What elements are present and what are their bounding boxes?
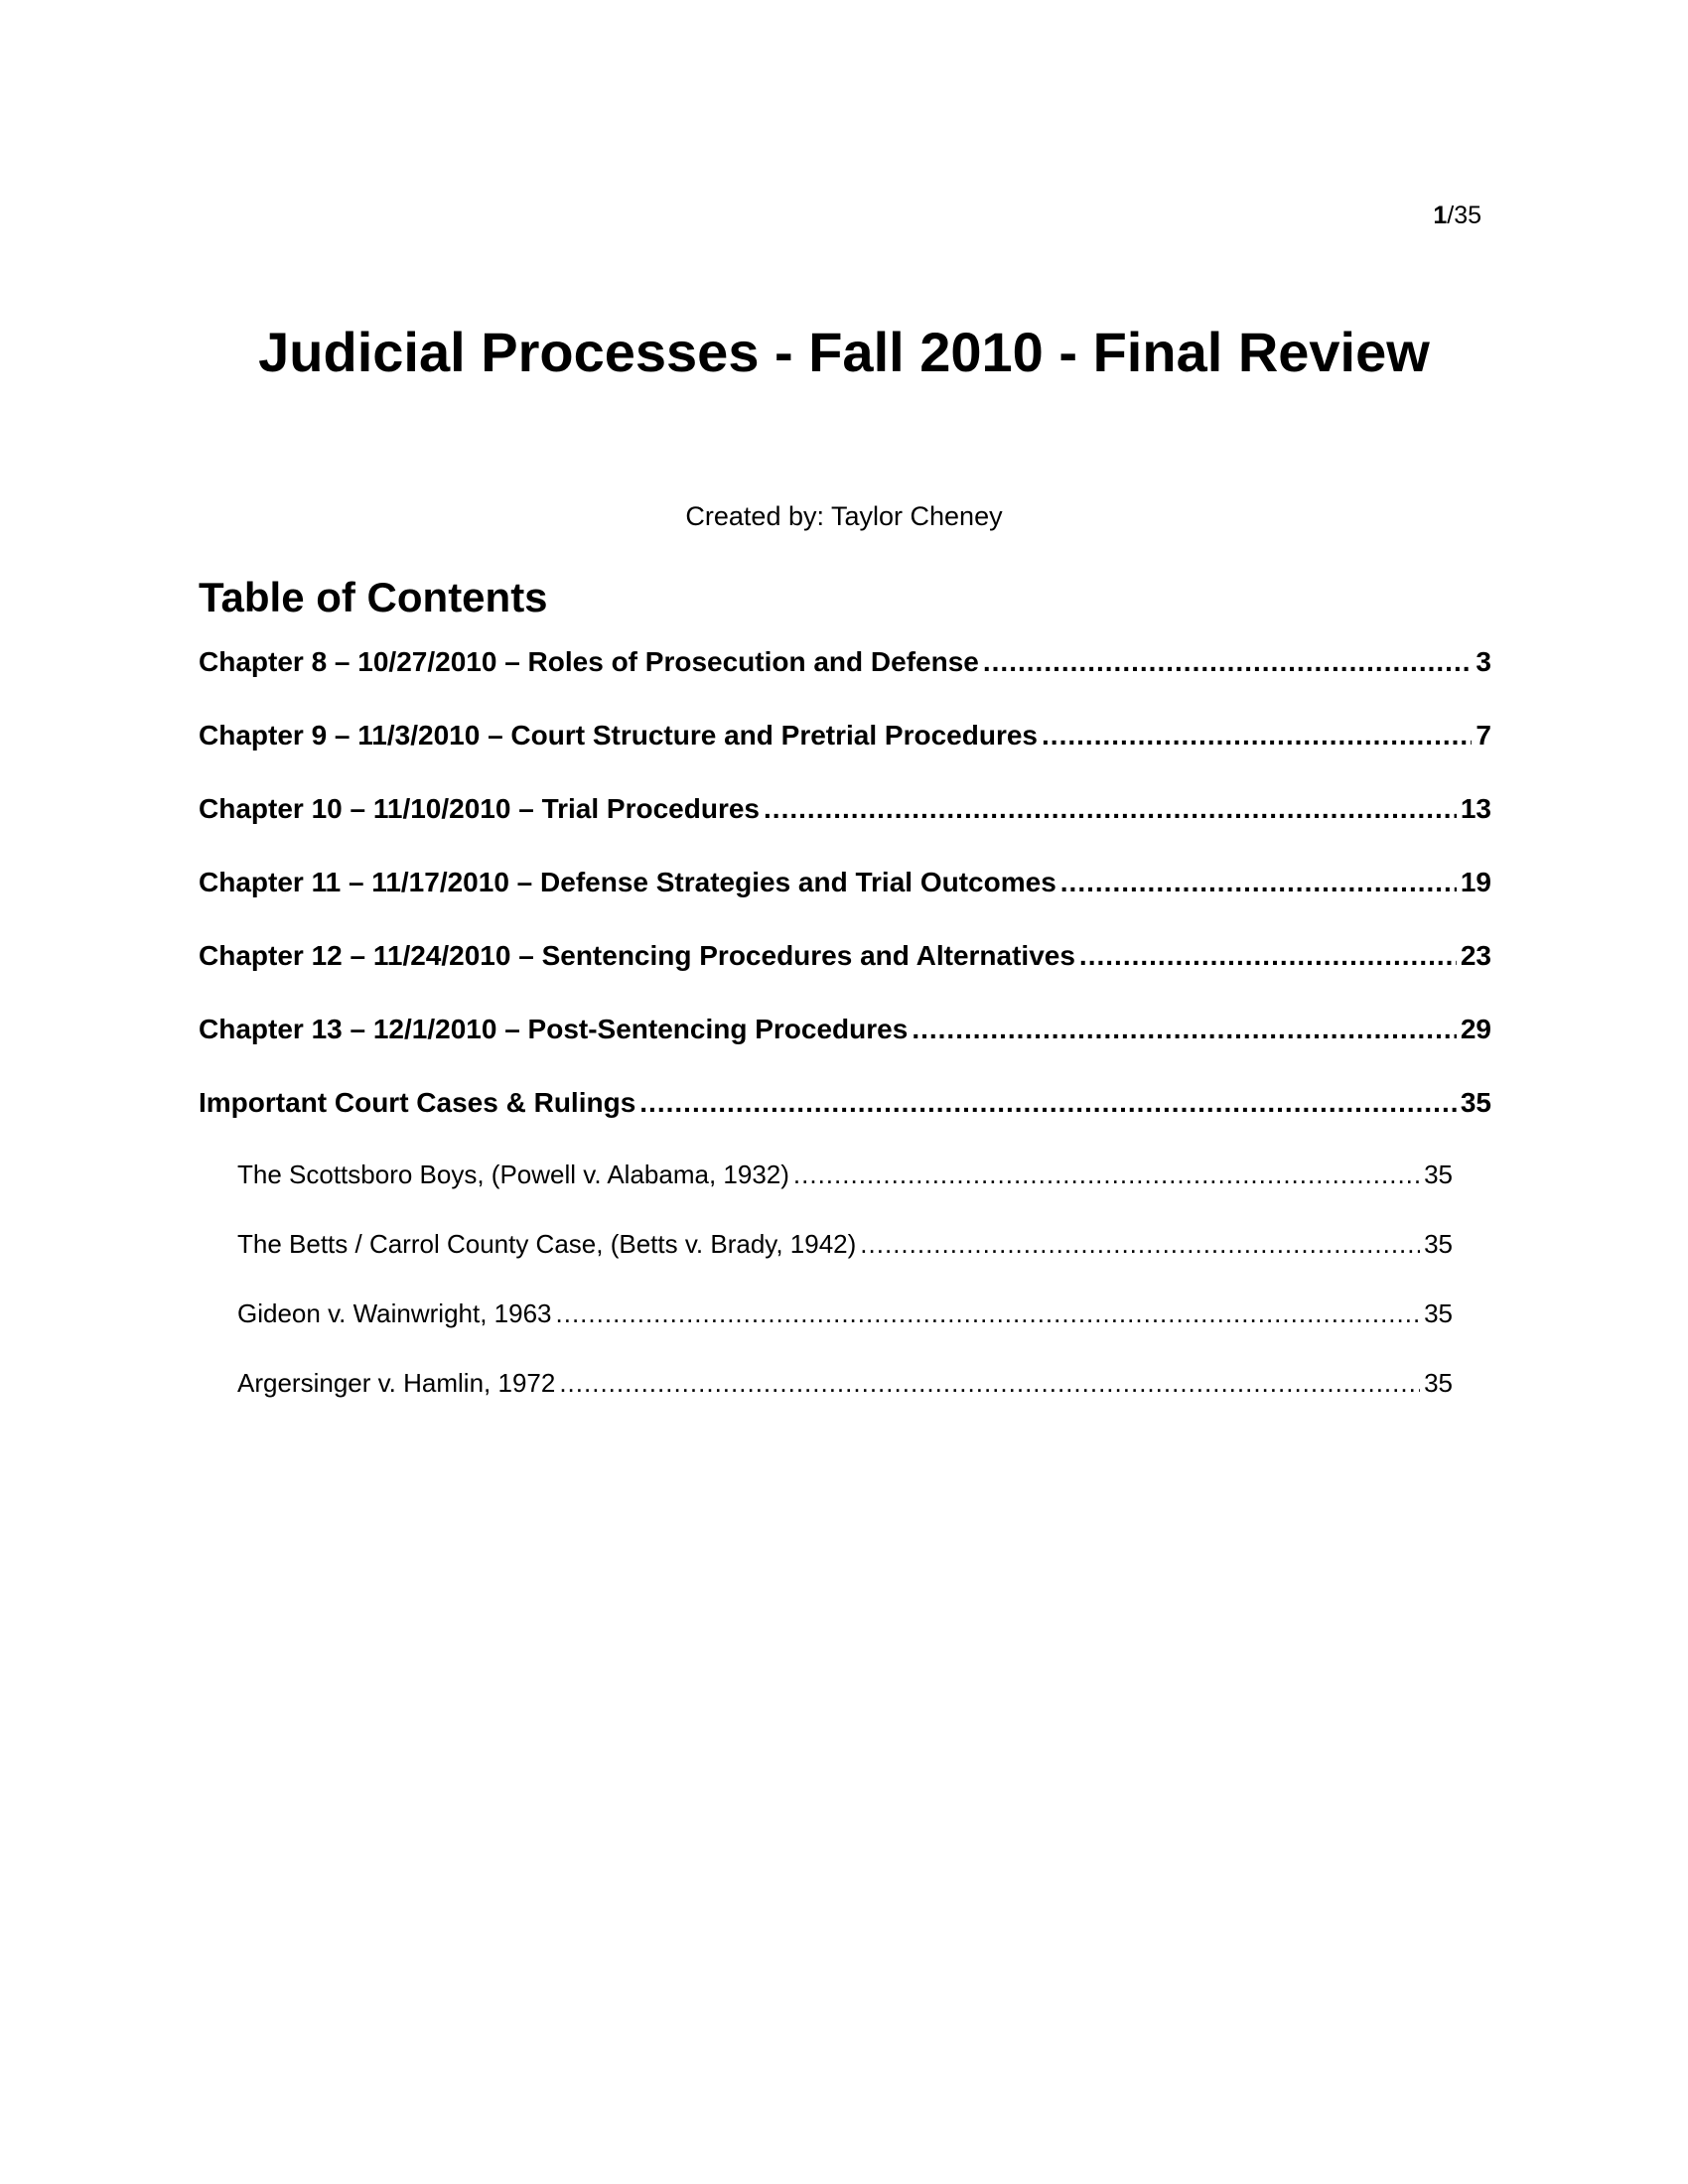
toc-heading: Table of Contents	[199, 574, 548, 620]
toc-subentry-argersinger-v-hamlin[interactable]	[237, 1368, 1453, 1399]
toc-entry-text: Chapter 11 – 11/17/2010 – Defense Strategies and Trial Outcomes	[199, 867, 1056, 897]
toc-entry-chapter-13[interactable]	[199, 1014, 1491, 1045]
toc-entry-text: Chapter 9 – 11/3/2010 – Court Structure and Pretrial Procedures	[199, 720, 1039, 751]
toc-entry-text: Chapter 8 – 10/27/2010 – Roles of Prosecution and Defense	[199, 646, 979, 677]
toc-entry-text: Gideon v. Wainwright, 1963	[237, 1298, 552, 1328]
toc-page-number: 35	[1460, 1087, 1491, 1118]
dot-leader	[1079, 940, 1457, 972]
toc-page-number: 19	[1460, 867, 1491, 897]
page-number-current: 1	[1433, 202, 1448, 229]
page-number-total: 35	[1454, 202, 1481, 229]
dot-leader	[793, 1160, 1420, 1190]
toc-entry-text: Important Court Cases & Rulings	[199, 1087, 636, 1118]
toc-page-number: 3	[1476, 646, 1491, 677]
dot-leader	[912, 1014, 1457, 1045]
toc-entry-text: Chapter 13 – 12/1/2010 – Post-Sentencing Procedures	[199, 1014, 909, 1044]
dot-leader	[639, 1087, 1457, 1119]
toc-page-number: 23	[1460, 940, 1491, 971]
toc-subentry-betts-v-brady[interactable]	[237, 1229, 1453, 1260]
toc-page-number: 35	[1424, 1160, 1453, 1189]
toc-entry-text: Argersinger v. Hamlin, 1972	[237, 1368, 556, 1398]
toc-entry-text: The Scottsboro Boys, (Powell v. Alabama, 1932)	[237, 1160, 789, 1189]
dot-leader	[860, 1229, 1420, 1260]
toc-subentry-powell-v-alabama[interactable]	[237, 1160, 1453, 1190]
toc-page-number: 7	[1476, 720, 1491, 751]
author-line: Created by: Taylor Cheney	[685, 501, 1003, 531]
toc-page-number: 35	[1424, 1298, 1453, 1328]
toc-subentry-gideon-v-wainwright[interactable]	[237, 1298, 1453, 1329]
toc-entry-text: The Betts / Carrol County Case, (Betts v. Brady, 1942)	[237, 1229, 857, 1259]
toc-page-number: 13	[1460, 793, 1491, 824]
document-title: Judicial Processes - Fall 2010 - Final Review	[258, 321, 1430, 383]
dot-leader	[764, 793, 1457, 825]
toc-entry-chapter-9[interactable]	[199, 720, 1491, 751]
toc-page-number: 35	[1424, 1229, 1453, 1259]
dot-leader	[983, 646, 1473, 678]
dot-leader	[556, 1298, 1421, 1329]
toc-entry-chapter-12[interactable]	[199, 940, 1491, 972]
toc-page-number: 35	[1424, 1368, 1453, 1398]
page-number-separator: /	[1447, 202, 1455, 229]
toc-entry-chapter-8[interactable]	[199, 646, 1491, 678]
toc-entry-chapter-10[interactable]	[199, 793, 1491, 825]
dot-leader	[1060, 867, 1457, 898]
toc-page-number: 29	[1460, 1014, 1491, 1044]
dot-leader	[559, 1368, 1420, 1399]
dot-leader	[1042, 720, 1472, 751]
toc-entry-text: Chapter 10 – 11/10/2010 – Trial Procedures	[199, 793, 761, 824]
toc-entry-text: Chapter 12 – 11/24/2010 – Sentencing Procedures and Alternatives	[199, 940, 1075, 971]
page-number	[1433, 202, 1481, 230]
toc-entry-court-cases[interactable]	[199, 1087, 1491, 1119]
toc-entry-chapter-11[interactable]	[199, 867, 1491, 898]
